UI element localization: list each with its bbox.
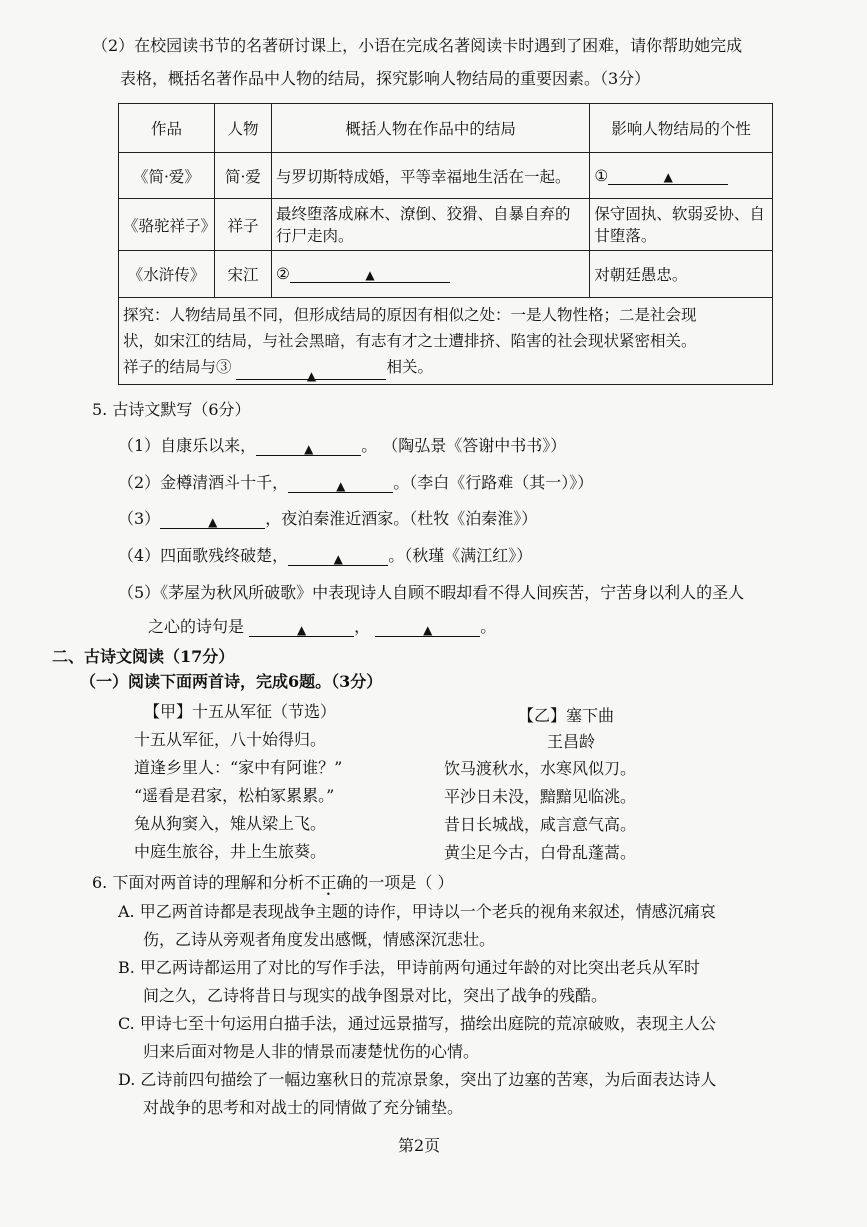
poem-b-title: 【乙】塞下曲 xyxy=(518,706,615,725)
poem-b-line: 昔日长城战，咸言意气高。 xyxy=(444,815,637,834)
triangle-icon: ▲ xyxy=(304,442,314,456)
cell-person: 祥子 xyxy=(214,199,271,251)
cell-ending: 与罗切斯特成婚，平等幸福地生活在一起。 xyxy=(272,153,590,199)
header-work: 作品 xyxy=(119,104,215,153)
q5-item2-source: 。（李白《行路难（其一）》） xyxy=(393,473,594,492)
answer-blank-q5-5a[interactable] xyxy=(249,620,354,637)
poem-b-line: 黄尘足今古，白骨乱蓬蒿。 xyxy=(444,843,637,862)
q5-item5-period: 。 xyxy=(480,617,497,636)
poem-a-line: 中庭生旅谷，井上生旅葵。 xyxy=(134,842,327,861)
table-header-row xyxy=(119,104,773,153)
triangle-icon: ▲ xyxy=(296,623,307,637)
explore-cell xyxy=(119,298,773,385)
cell-ending: 最终堕落成麻木、潦倒、狡猾、自暴自弃的行尸走肉。 xyxy=(272,199,590,251)
q5-item1 xyxy=(118,436,566,456)
poem-b-line: 饮马渡秋水，水寒风似刀。 xyxy=(444,759,637,778)
poem-a-line: 兔从狗窦入，雉从梁上飞。 xyxy=(134,814,327,833)
answer-blank-q5-5b[interactable] xyxy=(375,620,480,637)
q6-option-b-line2[interactable]: 间之久，乙诗将昔日与现实的战争图景对比，突出了战争的残酷。 xyxy=(143,986,608,1005)
q5-item5-comma: ， xyxy=(354,617,371,636)
header-trait: 影响人物结局的个性 xyxy=(590,104,773,153)
poem-a-line: “遥看是君家，松柏冢累累。” xyxy=(134,786,335,805)
poem-b-body xyxy=(444,755,636,867)
triangle-icon: ▲ xyxy=(208,515,218,529)
q5-item5-line1: （5）《茅屋为秋风所破歌》中表现诗人自顾不暇却看不得人间疾苦，宁苦身以利人的圣人 xyxy=(118,583,745,602)
q5-item1-text: （1）自康乐以来， xyxy=(118,436,257,455)
answer-blank-q5-1[interactable] xyxy=(256,439,361,456)
triangle-icon: ▲ xyxy=(423,623,433,637)
header-person: 人物 xyxy=(214,104,271,153)
triangle-icon: ▲ xyxy=(336,479,346,493)
q5-item2-text: （2）金樽清酒斗十千， xyxy=(118,473,289,492)
q5-title: 5. 古诗文默写（6分） xyxy=(92,400,251,419)
triangle-icon: ▲ xyxy=(365,268,375,282)
answer-blank-q5-3[interactable] xyxy=(160,512,265,529)
q6-option-a-line2[interactable]: 伤，乙诗从旁观者角度发出感慨，情感深沉悲壮。 xyxy=(143,930,496,949)
blank-number: ② xyxy=(276,265,290,283)
explore-line3-suffix: 相关。 xyxy=(386,358,433,376)
triangle-icon: ▲ xyxy=(333,552,343,566)
q6-emphasis: 不正确 xyxy=(304,873,353,892)
answer-blank-1[interactable] xyxy=(608,168,728,185)
reading-card-table xyxy=(118,103,773,385)
section2-subtitle: （一）阅读下面两首诗，完成6题。（3分） xyxy=(80,672,383,691)
poem-a-line: 十五从军征，八十始得归。 xyxy=(134,730,327,749)
cell-ending[interactable] xyxy=(272,251,590,298)
cell-trait: 对朝廷愚忠。 xyxy=(590,251,773,298)
q5-item1-source: 。 （陶弘景《答谢中书书》） xyxy=(361,436,567,455)
cell-work: 《骆驼祥子》 xyxy=(119,199,215,251)
triangle-icon: ▲ xyxy=(663,169,673,184)
header-ending: 概括人物在作品中的结局 xyxy=(272,104,590,153)
table-row xyxy=(119,251,773,298)
cell-trait[interactable] xyxy=(590,153,773,199)
poem-a-body xyxy=(134,726,342,866)
q5-item4 xyxy=(118,546,532,566)
q6-option-d-line1[interactable]: D. 乙诗前四句描绘了一幅边塞秋日的荒凉景象，突出了边塞的苦寒，为后面表达诗人 xyxy=(118,1070,717,1089)
cell-person: 宋江 xyxy=(214,251,271,298)
answer-blank-2[interactable] xyxy=(290,266,450,283)
q5-item3-text: ，夜泊秦淮近酒家。（杜牧《泊秦淮》） xyxy=(265,509,538,528)
cell-person: 简·爱 xyxy=(214,153,271,199)
table-row xyxy=(119,199,773,251)
poem-b-author: 王昌龄 xyxy=(547,732,596,751)
answer-blank-3[interactable] xyxy=(236,363,386,383)
cell-trait: 保守固执、软弱妥协、自甘堕落。 xyxy=(590,199,773,251)
q5-item2 xyxy=(118,473,593,493)
q5-item5-line2 xyxy=(148,617,496,637)
q5-item4-source: 。（秋瑾《满江红》） xyxy=(388,546,533,565)
section2-title: 二、古诗文阅读（17分） xyxy=(52,647,235,666)
answer-blank-q5-4[interactable] xyxy=(288,549,388,566)
explore-line2: 状，如宋江的结局，与社会黑暗，有志有才之士遭排挤、陷害的社会现状紧密相关。 xyxy=(123,332,697,350)
q5-item3-label: （3） xyxy=(118,509,161,528)
blank-number: ① xyxy=(594,166,609,185)
q4-2-line1: （2）在校园读书节的名著研讨课上，小语在完成名著阅读卡时遇到了困难，请你帮助她完成 xyxy=(92,36,743,55)
q4-2-line2: 表格，概括名著作品中人物的结局，探究影响人物结局的重要因素。（3分） xyxy=(120,69,651,88)
poem-b-line: 平沙日未没，黯黯见临洮。 xyxy=(444,787,637,806)
q6-option-c-line1[interactable]: C. 甲诗七至十句运用白描手法，通过远景描写，描绘出庭院的荒凉破败，表现主人公 xyxy=(118,1014,716,1033)
explore-line1: 探究：人物结局虽不同，但形成结局的原因有相似之处：一是人物性格；二是社会现 xyxy=(123,306,697,324)
q6-option-b-line1[interactable]: B. 甲乙两诗都运用了对比的写作手法，甲诗前两句通过年龄的对比突出老兵从军时 xyxy=(118,958,700,977)
triangle-icon: ▲ xyxy=(306,369,317,383)
page-number: 第2页 xyxy=(398,1136,441,1155)
poem-a-title: 【甲】十五从军征（节选） xyxy=(144,702,337,721)
q6-option-a-line1[interactable]: A. 甲乙两首诗都是表现战争主题的诗作，甲诗以一个老兵的视角来叙述，情感沉痛哀 xyxy=(118,902,716,921)
answer-blank-q5-2[interactable] xyxy=(288,476,393,493)
q6-stem-text: 6. 下面对两首诗的理解和分析 xyxy=(92,873,305,892)
q6-option-d-line2[interactable]: 对战争的思考和对战士的同情做了充分铺垫。 xyxy=(143,1098,464,1117)
table-row xyxy=(119,153,773,199)
q5-item3 xyxy=(118,509,537,529)
explore-line3-prefix: 祥子的结局与③ xyxy=(123,358,232,376)
q6-stem xyxy=(92,873,453,893)
poem-a-line: 道逢乡里人：“家中有阿谁？” xyxy=(134,758,343,777)
q5-item5-prompt: 之心的诗句是 xyxy=(148,617,245,636)
explore-row xyxy=(119,298,773,385)
q6-option-c-line2[interactable]: 归来后面对物是人非的情景而凄楚忧伤的心情。 xyxy=(143,1042,480,1061)
q5-item4-text: （4）四面歌残终破楚， xyxy=(118,546,289,565)
explore-line3 xyxy=(123,354,768,383)
cell-work: 《水浒传》 xyxy=(119,251,215,298)
q6-stem-end: 的一项是（ ） xyxy=(352,873,454,892)
cell-work: 《简·爱》 xyxy=(119,153,215,199)
